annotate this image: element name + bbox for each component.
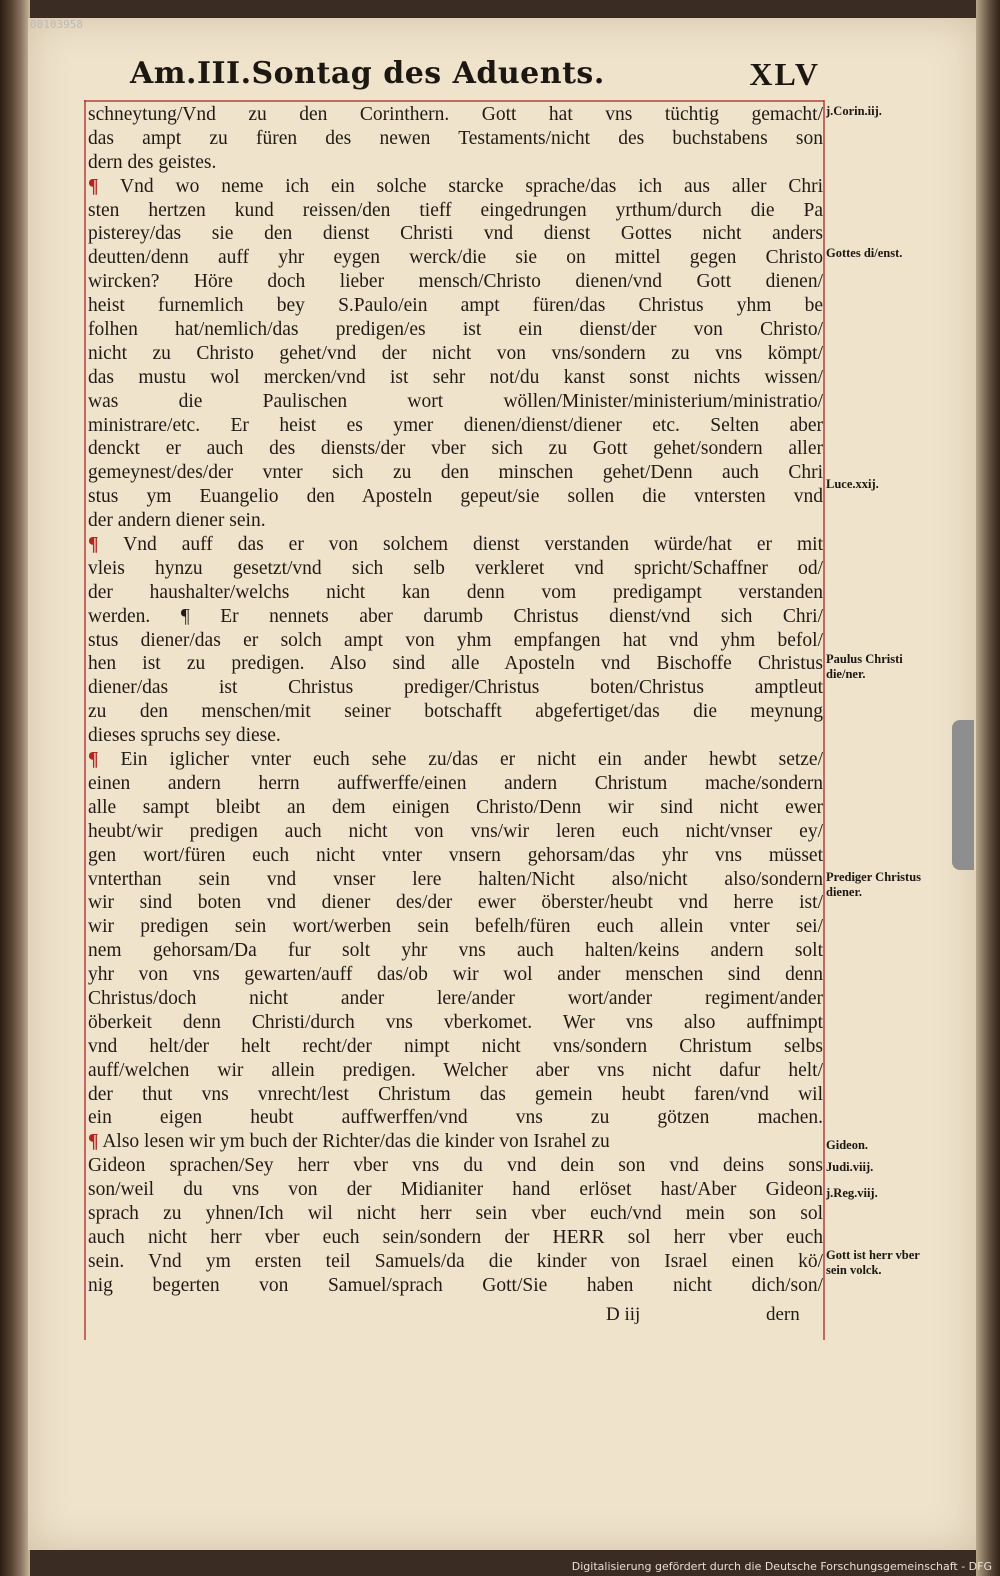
- text-line: der andern diener sein.: [88, 510, 266, 532]
- text-line: öberkeit denn Christi/durch vns vberkomet. Wer vns also auffnimpt: [88, 1011, 823, 1033]
- ruling-top: [84, 100, 824, 102]
- text-line: diener/das ist Christus prediger/Christus boten/Christus amptleut: [88, 677, 823, 699]
- text-line: sprach zu yhnen/Ich wil nicht herr sein vber euch/vnd mein son sol: [88, 1202, 823, 1224]
- text-line: heubt/wir predigen auch nicht von vns/wir leren euch nicht/vnser ey/: [88, 820, 823, 842]
- text-line: einen andern herrn auffwerffe/einen andern Christum mache/sondern: [88, 772, 823, 794]
- text-line: stus diener/das er solch ampt von yhm empfangen hat vnd yhm befol/: [88, 629, 823, 651]
- text-line: stus ym Euangelio den Aposteln gepeut/sie sollen die vntersten vnd: [88, 486, 823, 508]
- folio-number: XLV: [749, 56, 820, 92]
- text-line: sten hertzen kund reissen/den tieff eingedrungen yrthum/durch die Pa: [88, 199, 823, 221]
- text-line: das mustu wol mercken/vnd ist sehr not/du kanst sonst nichts wissen/: [88, 366, 823, 388]
- ruling-right: [823, 100, 825, 1340]
- text-line: nicht zu Christo gehet/vnd der nicht von vns/sondern zu vns kömpt/: [88, 342, 823, 364]
- paragraph-mark: ¶: [88, 1131, 99, 1153]
- text-line: dern des geistes.: [88, 151, 217, 173]
- text-line: folhen hat/nemlich/das predigen/es ist ein dienst/der von Christo/: [88, 319, 823, 341]
- text-line: wir sind boten vnd diener des/der ewer öberster/heubt vnd herre ist/: [88, 892, 823, 914]
- text-line: werden. ¶ Er nennets aber darumb Christus dienst/vnd sich Chri/: [88, 605, 823, 627]
- text-line: gen wort/füren euch nicht vnter vnsern gehorsam/das yhr vns müsset: [88, 844, 823, 866]
- margin-gloss: Luce.xxij.: [826, 477, 879, 491]
- text-line: Gideon sprachen/Sey herr vber vns du vnd dein son vnd deins sons: [88, 1155, 823, 1177]
- paragraph-mark: ¶: [88, 749, 99, 771]
- digitization-footer: Digitalisierung gefördert durch die Deutsche Forschungsgemeinschaft - DFG: [571, 1560, 992, 1573]
- margin-gloss: Gott ist herr vber sein volck.: [826, 1248, 920, 1277]
- margin-gloss: j.Reg.viij.: [826, 1186, 878, 1200]
- text-line: nem gehorsam/Da fur solt yhr vns auch halten/keins andern solt: [88, 940, 823, 962]
- margin-gloss: Judi.viij.: [826, 1160, 874, 1174]
- text-line: hen ist zu predigen. Also sind alle Aposteln vnd Bischoffe Christus: [88, 653, 823, 675]
- text-line: das ampt zu füren des newen Testaments/nicht des buchstabens son: [88, 127, 823, 149]
- text-line: ¶ Also lesen wir ym buch der Richter/das die kinder von Israhel zu: [88, 1131, 610, 1153]
- text-line: wircken? Höre doch lieber mensch/Christo dienen/vnd Gott dienen/: [88, 271, 823, 293]
- margin-gloss: Prediger Christus diener.: [826, 870, 922, 899]
- text-line: Christus/doch nicht ander lere/ander wort/ander regiment/ander: [88, 987, 823, 1009]
- text-line: ¶ Ein iglicher vnter euch sehe zu/das er nicht ein ander hewbt setze/: [88, 749, 823, 771]
- margin-gloss: Paulus Christi die/ner.: [826, 652, 903, 681]
- text-line: ein eigen heubt auffwerffen/vnd vns zu götzen machen.: [88, 1107, 823, 1129]
- text-line: ¶ Vnd auff das er von solchem dienst verstanden würde/hat er mit: [88, 534, 823, 556]
- text-line: heist furnemlich bey S.Paulo/ein ampt füren/das Christus yhm be: [88, 295, 823, 317]
- margin-gloss: Gideon.: [826, 1138, 869, 1152]
- text-line: dieses spruchs sey diese.: [88, 725, 281, 747]
- signature-mark: D iij: [606, 1304, 641, 1325]
- text-line: vleis hynzu gesetzt/vnd sich selb verkleret vnd spricht/Schaffner od/: [88, 557, 823, 579]
- margin-gloss: j.Corin.iij.: [826, 104, 882, 118]
- catchword: dern: [766, 1304, 800, 1325]
- paragraph-mark: ¶: [88, 534, 99, 556]
- page-clip: [952, 720, 974, 870]
- text-line: wir predigen sein wort/werben sein befelh/füren euch allein vnter sei/: [88, 916, 823, 938]
- paragraph-mark: ¶: [88, 175, 99, 197]
- text-line: ministrare/etc. Er heist es ymer dienen/dienst/diener etc. Selten aber: [88, 414, 823, 436]
- text-line: sein. Vnd ym ersten teil Samuels/da die kinder von Israel einen kö/: [88, 1250, 823, 1272]
- book-edge-right: [976, 0, 1000, 1576]
- text-line: deutten/denn auff yhr eygen werck/die sie on mittel gegen Christo: [88, 247, 823, 269]
- text-line: auch nicht herr vber euch sein/sondern der HERR sol herr vber euch: [88, 1226, 823, 1248]
- text-line: son/weil du vns von der Midianiter hand erlöset hast/Aber Gideon: [88, 1179, 823, 1201]
- main-text-block: [88, 103, 823, 1298]
- text-line: alle sampt bleibt an dem einigen Christo/Denn wir sind nicht ewer: [88, 796, 823, 818]
- book-binding-left: [0, 0, 30, 1576]
- page-title: Am.III.Sontag des Aduents.: [130, 56, 605, 91]
- text-line: der haushalter/welchs nicht kan denn vom predigampt verstanden: [88, 581, 823, 603]
- text-line: denckt er auch des diensts/der vber sich zu Gott gehet/sondern aller: [88, 438, 823, 460]
- text-line: nig begerten von Samuel/sprach Gott/Sie haben nicht dich/son/: [88, 1274, 823, 1296]
- text-line: der thut vns vnrecht/lest Christum das gemein heubt faren/vnd wil: [88, 1083, 823, 1105]
- text-line: zu den menschen/mit seiner botschafft abgefertiget/das die meynung: [88, 701, 823, 723]
- scan-stamp: 00103958: [30, 18, 83, 31]
- text-line: yhr von vns gewarten/auff das/ob wir wol ander menschen sind denn: [88, 964, 823, 986]
- text-line: auff/welchen wir allein predigen. Welcher aber vns nicht dafur helt/: [88, 1059, 823, 1081]
- text-line: schneytung/Vnd zu den Corinthern. Gott hat vns tüchtig gemacht/: [88, 104, 823, 125]
- text-line: vnd helt/der helt recht/der nimpt nicht vns/sondern Christum selbs: [88, 1035, 823, 1057]
- running-head: [130, 56, 820, 100]
- text-line: ¶ Vnd wo neme ich ein solche starcke sprache/das ich aus aller Chri: [88, 175, 823, 197]
- margin-gloss: Gottes di/enst.: [826, 246, 903, 260]
- text-line: pisterey/das sie den dienst Christi vnd dienst Gottes nicht anders: [88, 223, 823, 245]
- text-line: gemeynest/des/der vnter sich zu den minschen gehet/Denn auch Chri: [88, 462, 823, 484]
- ruling-left: [84, 100, 86, 1340]
- text-line: was die Paulischen wort wöllen/Minister/ministerium/ministratio/: [88, 390, 823, 412]
- text-line: vnterthan sein vnd vnser lere halten/Nicht also/nicht also/sondern: [88, 868, 823, 890]
